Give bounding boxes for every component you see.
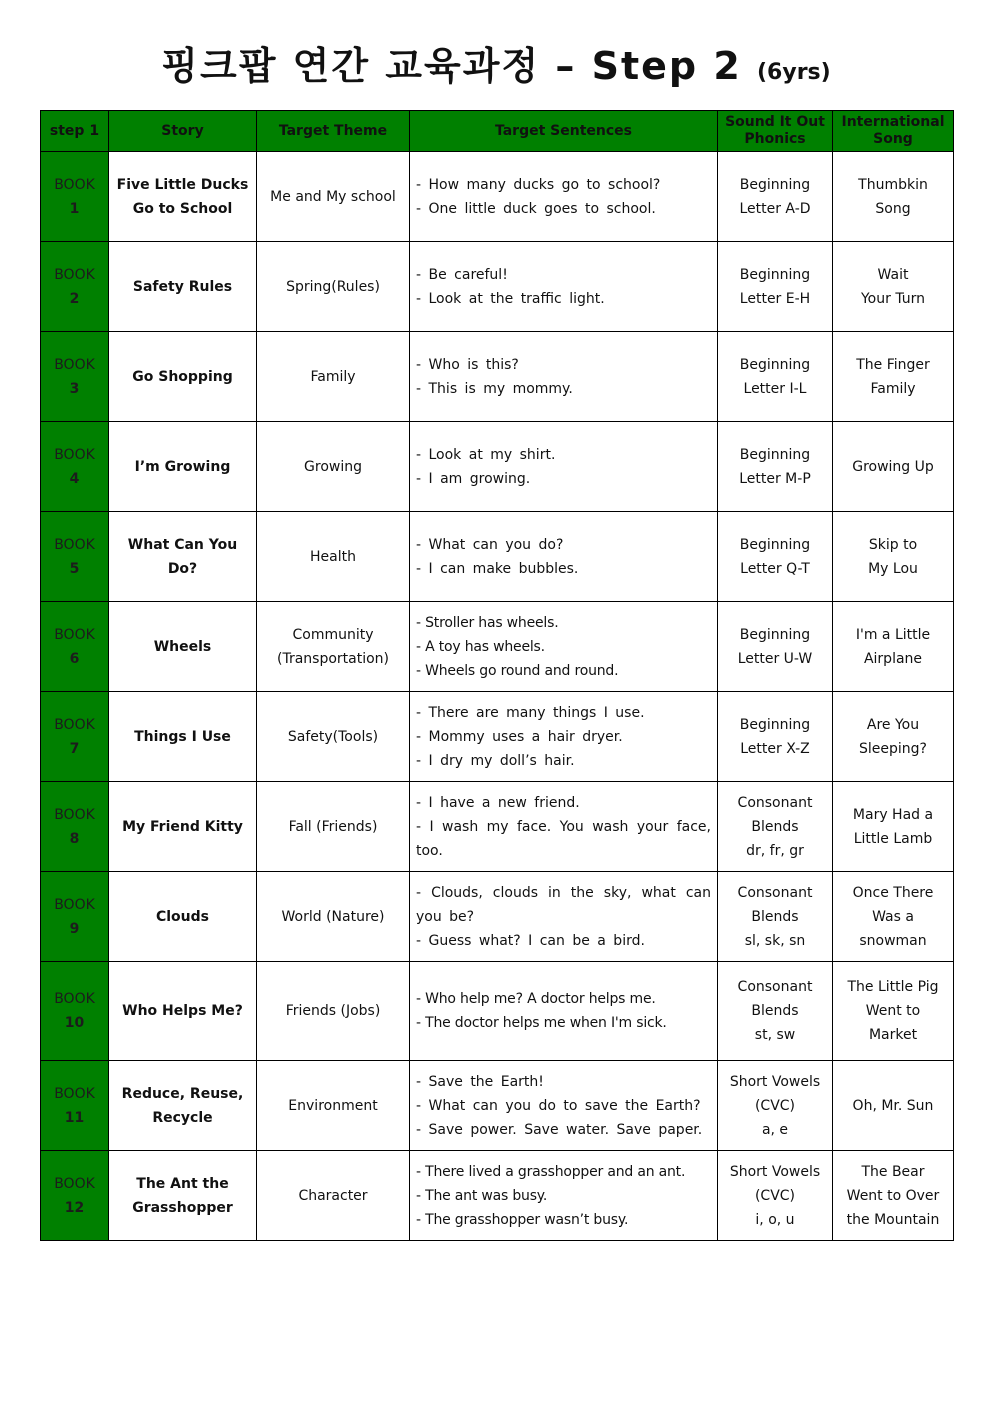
book-label: BOOK bbox=[54, 716, 95, 733]
song-line: Family bbox=[870, 380, 916, 397]
book-cell bbox=[41, 692, 109, 782]
sentences-cell bbox=[410, 1061, 718, 1151]
song-cell bbox=[833, 602, 954, 692]
book-cell bbox=[41, 962, 109, 1061]
book-cell bbox=[41, 152, 109, 242]
book-number: 3 bbox=[69, 380, 80, 397]
sentence: - Clouds, clouds in the sky, what can you be? bbox=[416, 884, 711, 925]
phonics-line: sl, sk, sn bbox=[744, 932, 806, 949]
song-line: Sleeping? bbox=[859, 740, 927, 757]
sentence: - Look at my shirt. bbox=[416, 446, 556, 463]
theme-cell: Community (Transportation) bbox=[257, 602, 410, 692]
theme-cell: Environment bbox=[257, 1061, 410, 1151]
phonics-line: Short Vowels bbox=[729, 1073, 821, 1090]
book-number: 11 bbox=[64, 1109, 85, 1126]
sentence: - I am growing. bbox=[416, 470, 531, 487]
sentence: - I have a new friend. bbox=[416, 794, 580, 811]
table-row bbox=[41, 1061, 954, 1151]
phonics-line: Letter E-H bbox=[739, 290, 811, 307]
sentence: - Wheels go round and round. bbox=[416, 662, 619, 679]
table-row bbox=[41, 152, 954, 242]
sentences-cell bbox=[410, 872, 718, 962]
page-title-sub: (6yrs) bbox=[757, 60, 831, 85]
phonics-cell bbox=[718, 872, 833, 962]
song-line: My Lou bbox=[868, 560, 918, 577]
song-cell bbox=[833, 152, 954, 242]
book-number: 2 bbox=[69, 290, 80, 307]
song-line: Your Turn bbox=[860, 290, 926, 307]
book-label: BOOK bbox=[54, 896, 95, 913]
theme-cell: Me and My school bbox=[257, 152, 410, 242]
sentence: - There lived a grasshopper and an ant. bbox=[416, 1163, 686, 1180]
book-number: 6 bbox=[69, 650, 80, 667]
sentences-cell bbox=[410, 602, 718, 692]
sentence: - This is my mommy. bbox=[416, 380, 573, 397]
book-label: BOOK bbox=[54, 176, 95, 193]
song-line: Went to Over bbox=[846, 1187, 940, 1204]
book-label: BOOK bbox=[54, 991, 95, 1007]
sentence: - How many ducks go to school? bbox=[416, 176, 661, 193]
table-row bbox=[41, 512, 954, 602]
phonics-line: i, o, u bbox=[755, 1211, 795, 1228]
sentences-cell bbox=[410, 962, 718, 1061]
theme-cell: Family bbox=[257, 332, 410, 422]
phonics-line: Letter X-Z bbox=[740, 740, 810, 757]
book-cell bbox=[41, 422, 109, 512]
phonics-line: Letter I-L bbox=[743, 380, 807, 397]
book-cell bbox=[41, 1151, 109, 1241]
song-line: Are You bbox=[866, 716, 920, 733]
theme-cell: Health bbox=[257, 512, 410, 602]
header-story: Story bbox=[109, 111, 257, 152]
sentence: - I dry my doll’s hair. bbox=[416, 752, 575, 769]
song-line: Growing Up bbox=[852, 458, 934, 475]
sentences-cell bbox=[410, 1151, 718, 1241]
table-row bbox=[41, 872, 954, 962]
book-cell bbox=[41, 512, 109, 602]
song-cell bbox=[833, 692, 954, 782]
book-number: 12 bbox=[64, 1199, 85, 1216]
sentence: - A toy has wheels. bbox=[416, 638, 545, 655]
sentence: - Be careful! bbox=[416, 266, 508, 283]
song-line: Mary Had a bbox=[852, 806, 934, 823]
book-number: 8 bbox=[69, 830, 80, 847]
book-number: 1 bbox=[69, 200, 80, 217]
sentences-cell bbox=[410, 782, 718, 872]
story-cell: The Ant the Grasshopper bbox=[109, 1151, 257, 1241]
song-cell bbox=[833, 422, 954, 512]
book-label: BOOK bbox=[54, 356, 95, 373]
song-line: Skip to bbox=[868, 536, 918, 553]
theme-cell: Safety(Tools) bbox=[257, 692, 410, 782]
book-number: 5 bbox=[69, 560, 80, 577]
story-cell: Wheels bbox=[109, 602, 257, 692]
phonics-line: Consonant bbox=[737, 884, 813, 901]
story-cell: Clouds bbox=[109, 872, 257, 962]
sentences-cell bbox=[410, 152, 718, 242]
book-number: 4 bbox=[69, 470, 80, 487]
phonics-cell bbox=[718, 1061, 833, 1151]
phonics-line: dr, fr, gr bbox=[746, 842, 804, 859]
table-row bbox=[41, 332, 954, 422]
phonics-line: Beginning bbox=[739, 356, 811, 373]
book-cell bbox=[41, 782, 109, 872]
phonics-cell bbox=[718, 782, 833, 872]
table-row bbox=[41, 1151, 954, 1241]
phonics-line: (CVC) bbox=[754, 1187, 796, 1204]
phonics-line: st, sw bbox=[754, 1027, 796, 1043]
story-cell: I’m Growing bbox=[109, 422, 257, 512]
phonics-line: Beginning bbox=[739, 266, 811, 283]
table-row bbox=[41, 422, 954, 512]
phonics-line: a, e bbox=[761, 1121, 789, 1138]
phonics-cell bbox=[718, 512, 833, 602]
table-row bbox=[41, 782, 954, 872]
book-cell bbox=[41, 1061, 109, 1151]
theme-cell: Spring(Rules) bbox=[257, 242, 410, 332]
phonics-line: Consonant bbox=[737, 794, 813, 811]
phonics-cell bbox=[718, 692, 833, 782]
story-cell: Who Helps Me? bbox=[109, 962, 257, 1061]
phonics-cell bbox=[718, 422, 833, 512]
song-cell bbox=[833, 242, 954, 332]
phonics-cell bbox=[718, 152, 833, 242]
phonics-cell bbox=[718, 602, 833, 692]
song-line: Little Lamb bbox=[853, 830, 933, 847]
story-cell: Safety Rules bbox=[109, 242, 257, 332]
sentence: - The doctor helps me when I'm sick. bbox=[416, 1015, 667, 1031]
book-label: BOOK bbox=[54, 806, 95, 823]
sentences-cell bbox=[410, 242, 718, 332]
phonics-cell bbox=[718, 1151, 833, 1241]
header-step: step 1 bbox=[41, 111, 109, 152]
story-cell: Five Little Ducks Go to School bbox=[109, 152, 257, 242]
header-international-song: International Song bbox=[833, 111, 954, 152]
book-label: BOOK bbox=[54, 536, 95, 553]
phonics-line: Beginning bbox=[739, 626, 811, 643]
sentence: - The grasshopper wasn’t busy. bbox=[416, 1211, 629, 1228]
page-title bbox=[0, 40, 992, 99]
phonics-line: Blends bbox=[751, 908, 799, 925]
phonics-cell bbox=[718, 962, 833, 1061]
sentences-cell bbox=[410, 692, 718, 782]
song-line: the Mountain bbox=[846, 1211, 940, 1228]
phonics-cell bbox=[718, 242, 833, 332]
sentence: - The ant was busy. bbox=[416, 1187, 548, 1204]
song-line: Airplane bbox=[863, 650, 923, 667]
sentence: - Who help me? A doctor helps me. bbox=[416, 991, 656, 1007]
sentence: - Save power. Save water. Save paper. bbox=[416, 1121, 703, 1138]
header-phonics: Sound It Out Phonics bbox=[718, 111, 833, 152]
curriculum-table bbox=[40, 110, 954, 1241]
song-line: Thumbkin bbox=[858, 176, 928, 193]
story-cell: My Friend Kitty bbox=[109, 782, 257, 872]
song-cell bbox=[833, 1061, 954, 1151]
header-row bbox=[41, 111, 954, 152]
sentence: - Who is this? bbox=[416, 356, 519, 373]
phonics-line: Letter U-W bbox=[737, 650, 813, 667]
book-label: BOOK bbox=[54, 1175, 95, 1192]
theme-cell: Friends (Jobs) bbox=[257, 962, 410, 1061]
phonics-line: Letter A-D bbox=[739, 200, 811, 217]
phonics-line: Beginning bbox=[739, 446, 811, 463]
sentence: - I can make bubbles. bbox=[416, 560, 579, 577]
song-cell bbox=[833, 512, 954, 602]
book-label: BOOK bbox=[54, 266, 95, 283]
song-line: Song bbox=[875, 200, 911, 217]
book-cell bbox=[41, 332, 109, 422]
song-line: The Little Pig bbox=[847, 979, 939, 995]
header-target-sentences: Target Sentences bbox=[410, 111, 718, 152]
phonics-line: Beginning bbox=[739, 176, 811, 193]
song-line: Was a bbox=[872, 908, 914, 925]
phonics-line: Beginning bbox=[739, 716, 811, 733]
story-cell: Reduce, Reuse, Recycle bbox=[109, 1061, 257, 1151]
phonics-line: Blends bbox=[751, 1003, 799, 1019]
header-target-theme: Target Theme bbox=[257, 111, 410, 152]
song-line: Wait bbox=[877, 266, 909, 283]
sentence: - Save the Earth! bbox=[416, 1073, 544, 1090]
sentence: - I wash my face. You wash your face, too. bbox=[416, 818, 711, 859]
sentences-cell bbox=[410, 332, 718, 422]
song-line: The Bear bbox=[861, 1163, 925, 1180]
sentence: - Guess what? I can be a bird. bbox=[416, 932, 645, 949]
phonics-line: Letter M-P bbox=[739, 470, 811, 487]
story-cell: Things I Use bbox=[109, 692, 257, 782]
song-cell bbox=[833, 782, 954, 872]
story-cell: What Can You Do? bbox=[109, 512, 257, 602]
book-cell bbox=[41, 242, 109, 332]
song-line: I'm a Little bbox=[855, 626, 931, 643]
phonics-cell bbox=[718, 332, 833, 422]
song-cell bbox=[833, 332, 954, 422]
book-number: 7 bbox=[69, 740, 80, 757]
table-row bbox=[41, 692, 954, 782]
sentence: - Look at the traffic light. bbox=[416, 290, 605, 307]
table-row bbox=[41, 242, 954, 332]
sentence: - What can you do? bbox=[416, 536, 564, 553]
song-line: snowman bbox=[859, 932, 927, 949]
song-line: Went to bbox=[865, 1003, 921, 1019]
sentence: - Stroller has wheels. bbox=[416, 614, 559, 631]
book-number: 10 bbox=[64, 1015, 85, 1031]
song-line: The Finger bbox=[856, 356, 930, 373]
phonics-line: Letter Q-T bbox=[740, 560, 810, 577]
song-line: Market bbox=[868, 1027, 918, 1043]
book-label: BOOK bbox=[54, 1085, 95, 1102]
theme-cell: Fall (Friends) bbox=[257, 782, 410, 872]
song-line: Once There bbox=[852, 884, 934, 901]
book-number: 9 bbox=[69, 920, 80, 937]
phonics-line: Beginning bbox=[739, 536, 811, 553]
sentences-cell bbox=[410, 422, 718, 512]
phonics-line: (CVC) bbox=[754, 1097, 796, 1114]
theme-cell: Growing bbox=[257, 422, 410, 512]
song-cell bbox=[833, 1151, 954, 1241]
song-cell bbox=[833, 872, 954, 962]
sentence: - Mommy uses a hair dryer. bbox=[416, 728, 623, 745]
sentence: - What can you do to save the Earth? bbox=[416, 1097, 701, 1114]
book-label: BOOK bbox=[54, 446, 95, 463]
phonics-line: Consonant bbox=[737, 979, 813, 995]
book-cell bbox=[41, 602, 109, 692]
table-row bbox=[41, 962, 954, 1061]
page-title-main: 핑크팝 연간 교육과정 – Step 2 bbox=[161, 44, 742, 88]
theme-cell: World (Nature) bbox=[257, 872, 410, 962]
phonics-line: Short Vowels bbox=[729, 1163, 821, 1180]
phonics-line: Blends bbox=[751, 818, 799, 835]
table-row bbox=[41, 602, 954, 692]
sentences-cell bbox=[410, 512, 718, 602]
sentence: - One little duck goes to school. bbox=[416, 200, 656, 217]
song-line: Oh, Mr. Sun bbox=[852, 1097, 934, 1114]
theme-cell: Character bbox=[257, 1151, 410, 1241]
book-label: BOOK bbox=[54, 626, 95, 643]
song-cell bbox=[833, 962, 954, 1061]
story-cell: Go Shopping bbox=[109, 332, 257, 422]
book-cell bbox=[41, 872, 109, 962]
sentence: - There are many things I use. bbox=[416, 704, 645, 721]
